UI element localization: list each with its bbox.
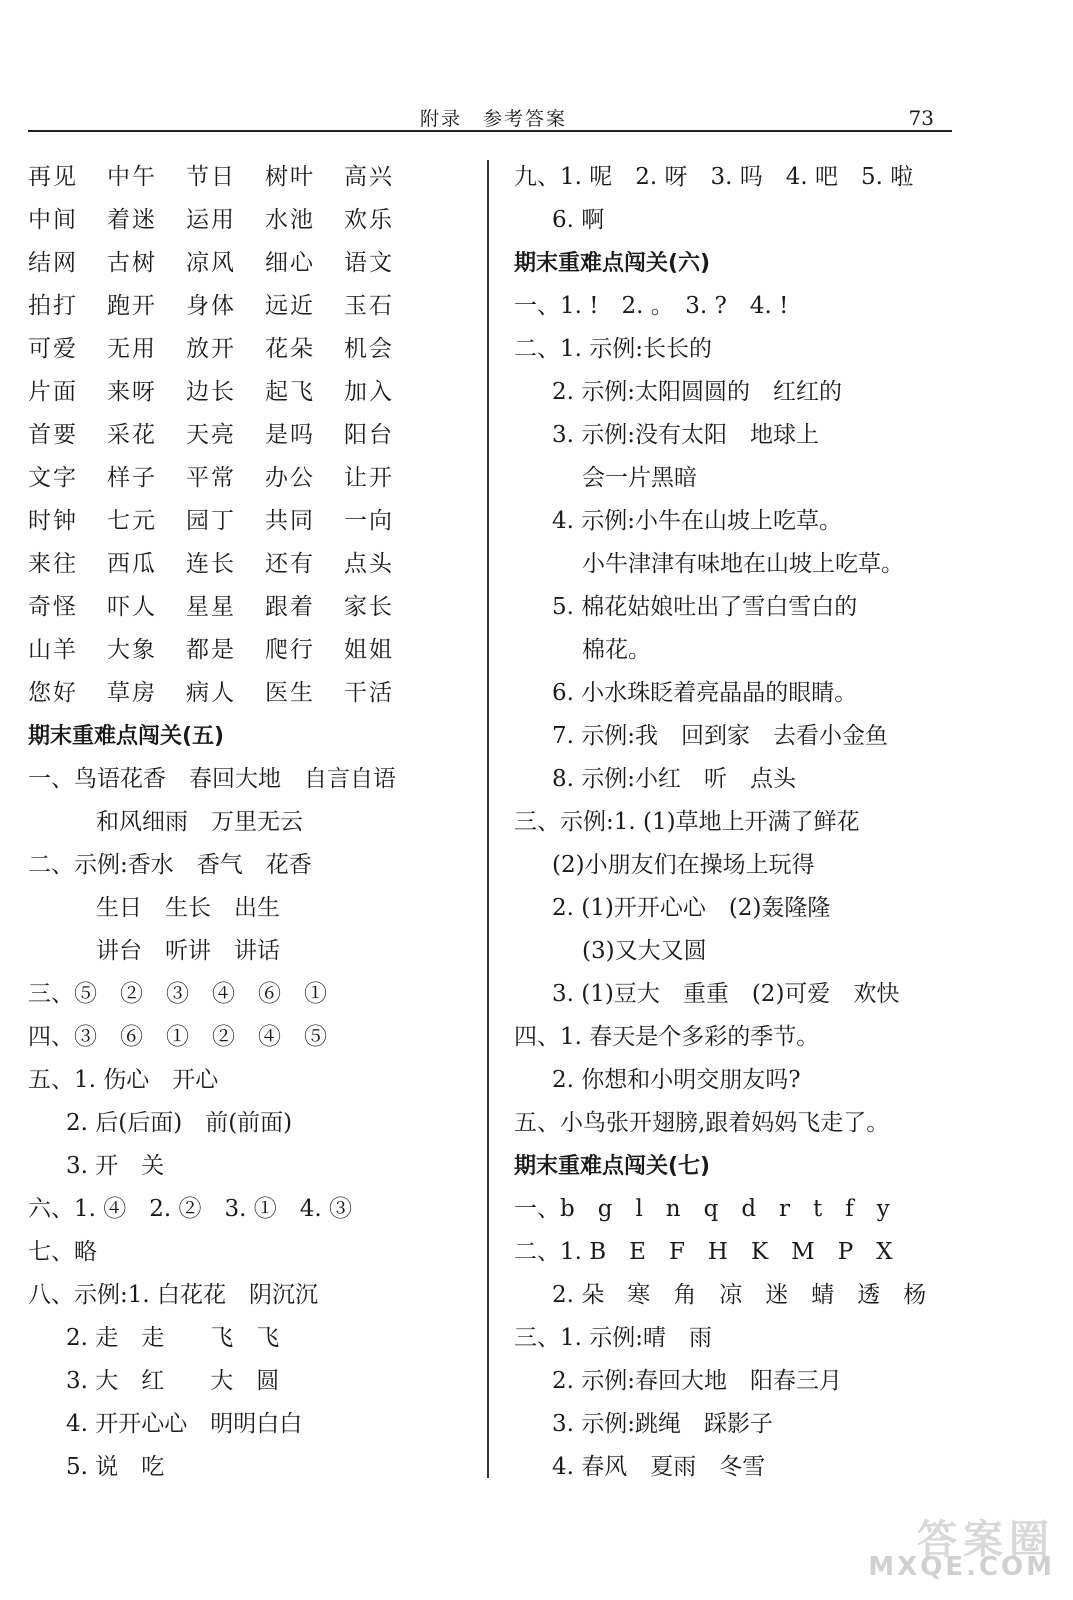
word-cell: 姐姐: [344, 637, 394, 663]
word-cell: 远近: [265, 293, 315, 319]
word-grid-row: [28, 500, 478, 543]
answer-line: 八、示例:1. 白花花 阴沉沉: [28, 1282, 319, 1308]
word-cell: 阳台: [344, 422, 394, 448]
section-heading: 期末重难点闯关(七): [514, 1154, 711, 1179]
word-cell: 让开: [344, 465, 394, 491]
word-cell: 平常: [186, 465, 236, 491]
answer-line: 3. 示例:跳绳 踩影子: [552, 1411, 774, 1437]
word-cell: 七元: [107, 508, 157, 534]
word-cell: 结网: [28, 250, 78, 276]
answer-line: 2. 示例:太阳圆圆的 红红的: [552, 379, 843, 405]
answer-line: 一、b g l n q d r t f y: [514, 1196, 890, 1222]
word-cell: 还有: [265, 551, 315, 577]
word-cell: 细心: [265, 250, 315, 276]
header-title: 附录 参考答案: [420, 108, 568, 130]
answer-line: 五、1. 伤心 开心: [28, 1067, 219, 1093]
answer-line: 2. 你想和小明交朋友吗?: [552, 1067, 801, 1093]
answer-line: 六、1. ④ 2. ② 3. ① 4. ③: [28, 1196, 353, 1222]
word-cell: 来呀: [107, 379, 157, 405]
answer-line: 二、1. 示例:长长的: [514, 336, 713, 362]
word-cell: 拍打: [28, 293, 78, 319]
word-cell: 欢乐: [344, 207, 394, 233]
answer-line: (3)又大又圆: [582, 938, 707, 964]
answer-line: 一、1. ! 2. 。 3. ? 4. !: [514, 293, 789, 319]
word-cell: 一向: [344, 508, 394, 534]
word-cell: 都是: [186, 637, 236, 663]
word-cell: 高兴: [344, 164, 394, 190]
word-cell: 中午: [107, 164, 157, 190]
word-grid-row: [28, 543, 478, 586]
answer-line: 8. 示例:小红 听 点头: [552, 766, 797, 792]
answer-line: 4. 示例:小牛在山坡上吃草。: [552, 508, 843, 534]
word-cell: 中间: [28, 207, 78, 233]
answer-line: 二、示例:香水 香气 花香: [28, 852, 312, 878]
answer-line: 三、1. 示例:晴 雨: [514, 1325, 713, 1351]
word-grid-row: [28, 414, 478, 457]
word-cell: 语文: [344, 250, 394, 276]
word-cell: 医生: [265, 680, 315, 706]
right-column: [514, 156, 964, 1489]
word-cell: 可爱: [28, 336, 78, 362]
word-cell: 点头: [344, 551, 394, 577]
word-cell: 大象: [107, 637, 157, 663]
word-cell: 采花: [107, 422, 157, 448]
section-heading: 期末重难点闯关(五): [28, 724, 225, 749]
word-grid-row: [28, 328, 478, 371]
word-cell: 园丁: [186, 508, 236, 534]
word-grid-row: [28, 371, 478, 414]
answer-line: 3. 开 关: [66, 1153, 165, 1179]
answer-line: 三、⑤ ② ③ ④ ⑥ ①: [28, 981, 327, 1007]
answer-line: 3. (1)豆大 重重 (2)可爱 欢快: [552, 981, 900, 1007]
answer-line: 2. 朵 寒 角 凉 迷 蜻 透 杨: [552, 1282, 927, 1308]
word-grid-row: [28, 586, 478, 629]
word-cell: 文字: [28, 465, 78, 491]
word-cell: 无用: [107, 336, 157, 362]
word-cell: 再见: [28, 164, 78, 190]
word-cell: 连长: [186, 551, 236, 577]
answer-line: 七、略: [28, 1239, 97, 1265]
word-cell: 办公: [265, 465, 315, 491]
word-cell: 节日: [186, 164, 236, 190]
answer-line: 4. 开开心心 明明白白: [66, 1411, 303, 1437]
answer-line: 2. 示例:春回大地 阳春三月: [552, 1368, 843, 1394]
word-grid-row: [28, 242, 478, 285]
word-cell: 是吗: [265, 422, 315, 448]
page-number: 73: [908, 106, 934, 130]
word-cell: 跟着: [265, 594, 315, 620]
word-cell: 玉石: [344, 293, 394, 319]
answer-line: 4. 春风 夏雨 冬雪: [552, 1454, 766, 1480]
answer-line: 6. 啊: [552, 207, 605, 233]
word-cell: 奇怪: [28, 594, 78, 620]
word-cell: 树叶: [265, 164, 315, 190]
page-header: [28, 100, 952, 132]
word-cell: 凉风: [186, 250, 236, 276]
answer-line: 6. 小水珠眨着亮晶晶的眼睛。: [552, 680, 858, 706]
watermark-url: MXQE.COM: [868, 1552, 1055, 1582]
answer-line: 7. 示例:我 回到家 去看小金鱼: [552, 723, 889, 749]
word-cell: 身体: [186, 293, 236, 319]
word-cell: 起飞: [265, 379, 315, 405]
answer-line: (2)小朋友们在操场上玩得: [552, 852, 815, 878]
word-cell: 天亮: [186, 422, 236, 448]
word-grid-row: [28, 629, 478, 672]
answer-line: 一、鸟语花香 春回大地 自言自语: [28, 766, 396, 792]
word-cell: 病人: [186, 680, 236, 706]
answer-line: 3. 大 红 大 圆: [66, 1368, 280, 1394]
word-grid-row: [28, 156, 478, 199]
answer-line: 生日 生长 出生: [96, 895, 280, 921]
word-cell: 机会: [344, 336, 394, 362]
left-column: [28, 156, 478, 1489]
word-cell: 放开: [186, 336, 236, 362]
answer-line: 二、1. B E F H K M P X: [514, 1239, 893, 1265]
column-divider: [487, 160, 489, 1478]
answer-line: 会一片黑暗: [582, 465, 697, 491]
word-grid-row: [28, 457, 478, 500]
word-cell: 古树: [107, 250, 157, 276]
word-cell: 吓人: [107, 594, 157, 620]
answer-line: 5. 棉花姑娘吐出了雪白雪白的: [552, 594, 858, 620]
word-cell: 草房: [107, 680, 157, 706]
word-cell: 片面: [28, 379, 78, 405]
word-cell: 共同: [265, 508, 315, 534]
word-cell: 西瓜: [107, 551, 157, 577]
word-cell: 干活: [344, 680, 394, 706]
word-cell: 运用: [186, 207, 236, 233]
answer-line: 2. 后(后面) 前(前面): [66, 1110, 293, 1136]
word-cell: 着迷: [107, 207, 157, 233]
watermark-text: 答案圈: [917, 1517, 1055, 1563]
word-cell: 花朵: [265, 336, 315, 362]
answer-line: 2. 走 走 飞 飞: [66, 1325, 280, 1351]
word-grid: [28, 156, 478, 715]
answer-line: 五、小鸟张开翅膀,跟着妈妈飞走了。: [514, 1110, 890, 1136]
answer-line: 四、③ ⑥ ① ② ④ ⑤: [28, 1024, 327, 1050]
word-cell: 边长: [186, 379, 236, 405]
word-grid-row: [28, 285, 478, 328]
word-grid-row: [28, 199, 478, 242]
section-heading: 期末重难点闯关(六): [514, 251, 711, 276]
word-cell: 来往: [28, 551, 78, 577]
answer-line: 3. 示例:没有太阳 地球上: [552, 422, 820, 448]
word-cell: 样子: [107, 465, 157, 491]
answer-line: 讲台 听讲 讲话: [96, 938, 280, 964]
word-cell: 首要: [28, 422, 78, 448]
word-cell: 星星: [186, 594, 236, 620]
word-cell: 您好: [28, 680, 78, 706]
answer-line: 小牛津津有味地在山坡上吃草。: [582, 551, 904, 577]
watermark-logo: [859, 1508, 1059, 1588]
answer-line: 棉花。: [582, 637, 651, 663]
word-cell: 加入: [344, 379, 394, 405]
answer-line: 和风细雨 万里无云: [96, 809, 303, 835]
word-cell: 爬行: [265, 637, 315, 663]
word-cell: 山羊: [28, 637, 78, 663]
answer-line: 2. (1)开开心心 (2)轰隆隆: [552, 895, 831, 921]
word-grid-row: [28, 672, 478, 715]
word-cell: 跑开: [107, 293, 157, 319]
answer-line: 九、1. 呢 2. 呀 3. 吗 4. 吧 5. 啦: [514, 164, 914, 190]
answer-line: 三、示例:1. (1)草地上开满了鲜花: [514, 809, 860, 835]
word-cell: 家长: [344, 594, 394, 620]
word-cell: 时钟: [28, 508, 78, 534]
answer-line: 5. 说 吃: [66, 1454, 165, 1480]
word-cell: 水池: [265, 207, 315, 233]
answer-line: 四、1. 春天是个多彩的季节。: [514, 1024, 820, 1050]
